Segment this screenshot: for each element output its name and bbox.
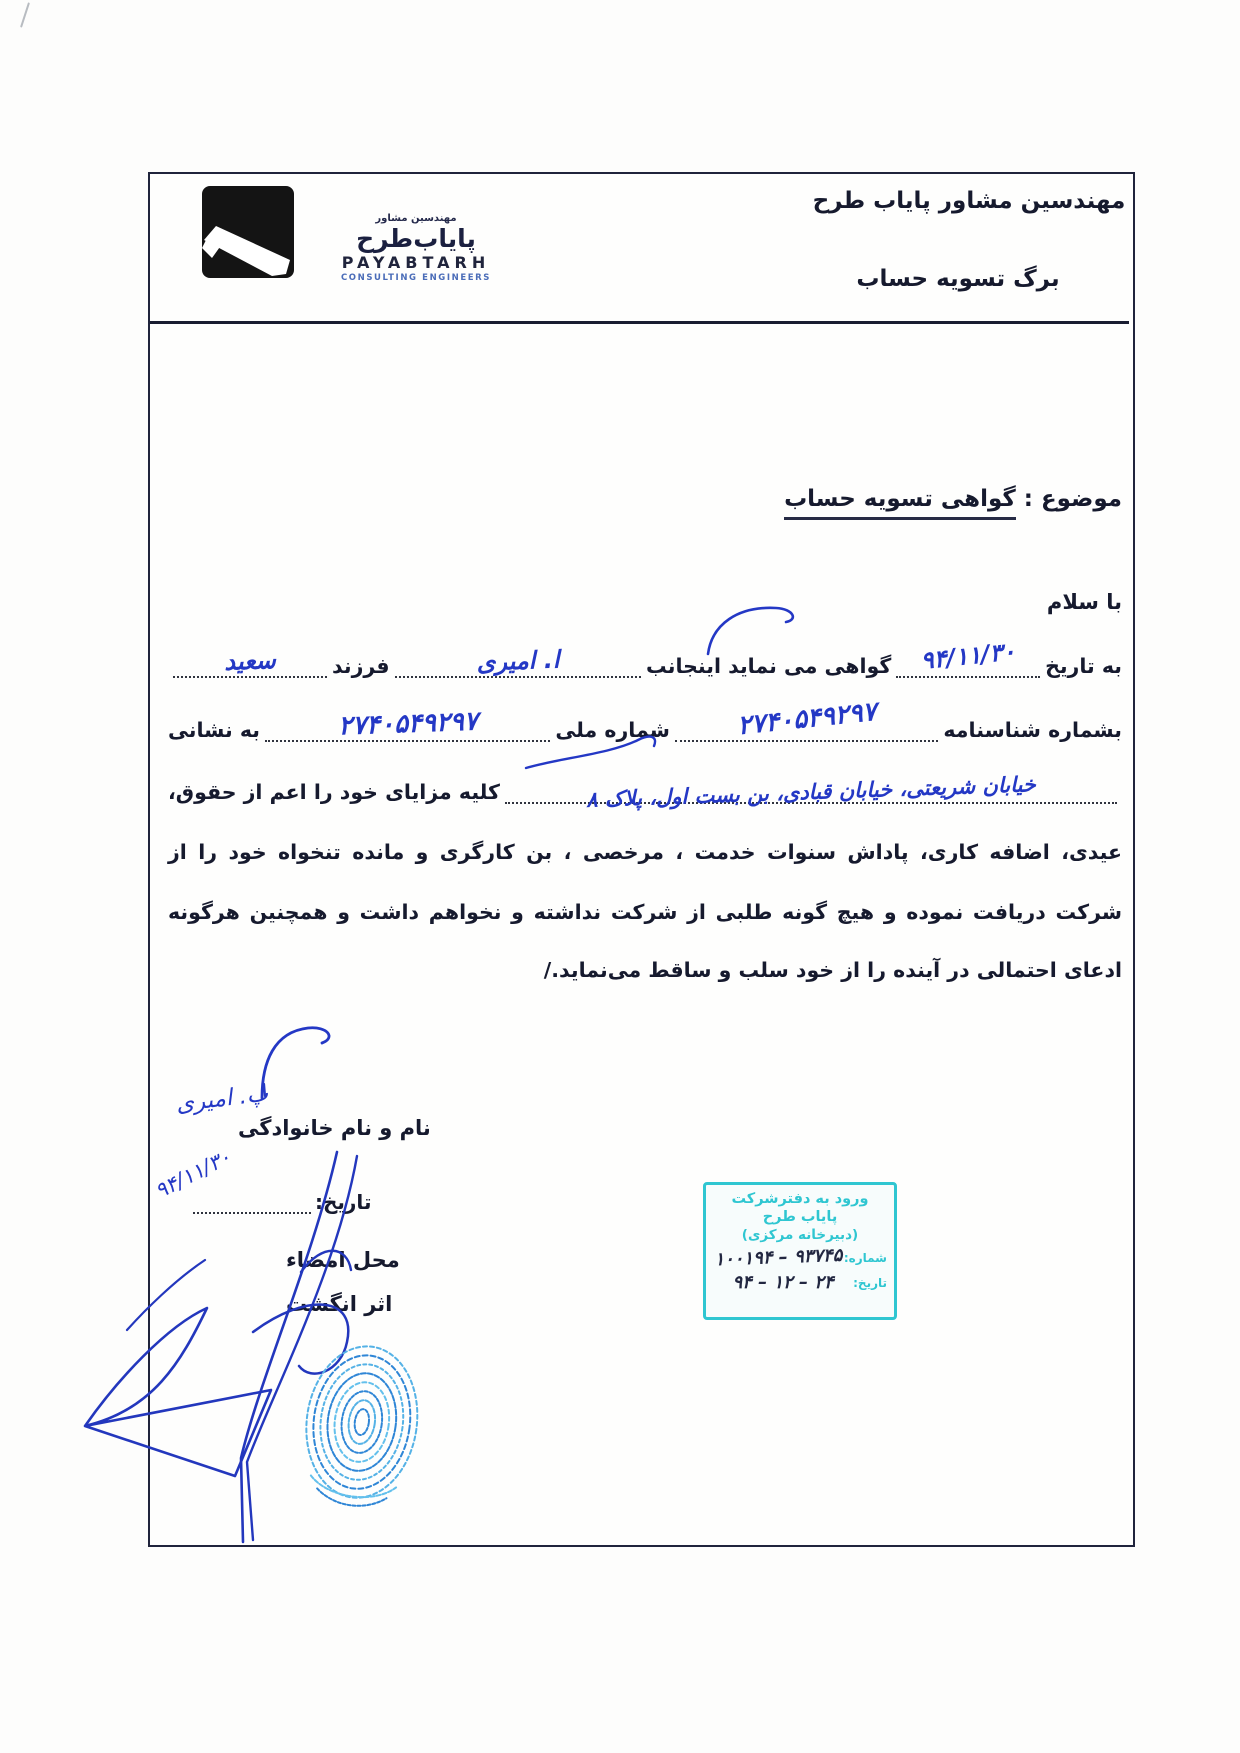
handwritten-address: خیابان شریعتی، خیابان قبادی، بن بست اول، پلاک ۸ bbox=[585, 772, 1037, 812]
full-name-label: نام و نام خانوادگی bbox=[238, 1116, 431, 1140]
stamp-number-label: شماره: bbox=[843, 1250, 887, 1265]
stamp-subtitle: (دبیرخانه مرکزی) bbox=[741, 1227, 859, 1244]
company-logo-text bbox=[300, 214, 532, 282]
date-blank bbox=[896, 637, 1040, 678]
logo-en-name: PAYABTARH bbox=[341, 252, 491, 272]
stamp-date-value: ۲۴ – ۱۲ – ۹۴ bbox=[732, 1272, 834, 1294]
fingerprint-label: اثر انگشت bbox=[286, 1292, 393, 1316]
handwritten-date: ۹۴/۱۱/۳۰ bbox=[919, 637, 1017, 675]
handwritten-national-id: ۲۷۴۰۵۴۹۲۹۷ bbox=[337, 706, 478, 742]
salutation: با سلام bbox=[1046, 590, 1122, 614]
form-title: برگ تسویه حساب bbox=[856, 266, 1060, 292]
handwritten-name: ا. امیری bbox=[475, 645, 560, 677]
stamp-date-row bbox=[713, 1272, 887, 1293]
signature-place-label: محل امضاء bbox=[286, 1248, 400, 1272]
stamp-date-label: تاریخ: bbox=[853, 1275, 887, 1290]
subject-value: گواهی تسویه حساب bbox=[784, 486, 1016, 520]
national-id-blank bbox=[265, 706, 550, 742]
handwritten-id-number: ۲۷۴۰۵۴۹۲۹۷ bbox=[735, 696, 878, 742]
handwritten-father-name: سعید bbox=[223, 646, 277, 676]
payabtarh-logo-icon bbox=[202, 186, 294, 278]
address-blank bbox=[505, 772, 1117, 812]
logo-fa-name: پایاب‌طرح bbox=[356, 223, 476, 253]
line2-text-address-label: به نشانی bbox=[168, 718, 260, 742]
handwritten-signature-name: پ. امیری bbox=[174, 1080, 270, 1118]
signature-date-label: تاریخ: bbox=[315, 1190, 372, 1214]
id-number-blank bbox=[675, 696, 939, 742]
line2-text-national-id-label: شماره ملی bbox=[555, 718, 670, 742]
handwritten-signature-date: ۹۴/۱۱/۳۰ bbox=[151, 1144, 235, 1204]
line1-text-certifies: گواهی می نماید اینجانب bbox=[646, 654, 892, 678]
fingerprint-mark bbox=[298, 1342, 424, 1514]
body-line-4: عیدی، اضافه کاری، پاداش سنوات خدمت ، مرخصی ، بن کارگری و مانده تنخواه خود را از bbox=[168, 840, 1122, 864]
father-name-blank bbox=[173, 646, 327, 678]
office-entry-stamp bbox=[703, 1182, 897, 1320]
line3-text-benefits: کلیه مزایای خود را اعم از حقوق، bbox=[168, 780, 500, 804]
body-line-3 bbox=[168, 772, 1122, 812]
line2-text-id-label: بشماره شناسنامه bbox=[943, 718, 1122, 742]
body-line-1 bbox=[168, 637, 1136, 678]
subject-line bbox=[784, 486, 1122, 512]
stamp-title: ورود به دفترشرکت پایاب طرح bbox=[731, 1191, 869, 1226]
subject-label: موضوع : bbox=[1023, 486, 1122, 512]
company-title: مهندسین مشاور پایاب طرح bbox=[812, 188, 1126, 214]
stamp-number-value: ۱۰۰۱۹۴ – ۹۳۷۴۵ bbox=[714, 1245, 843, 1271]
logo-fa-small: مهندسین مشاور bbox=[375, 213, 457, 224]
ink-flourish-address bbox=[520, 728, 670, 780]
ink-flourish-name bbox=[690, 598, 815, 656]
logo-en-subtitle: CONSULTING ENGINEERS bbox=[340, 272, 492, 283]
line1-text-child-of: فرزند bbox=[332, 654, 390, 678]
body-line-6: ادعای احتمالی در آینده را از خود سلب و ساقط می‌نماید./ bbox=[543, 958, 1122, 982]
stamp-number-row bbox=[713, 1245, 887, 1271]
name-blank bbox=[395, 645, 641, 678]
body-line-5: شرکت دریافت نموده و هیچ گونه طلبی از شرکت نداشته و نخواهم داشت و همچنین هرگونه bbox=[168, 900, 1122, 924]
scan-pen-artifact bbox=[20, 2, 30, 27]
line1-text-date-label: به تاریخ bbox=[1045, 654, 1122, 678]
